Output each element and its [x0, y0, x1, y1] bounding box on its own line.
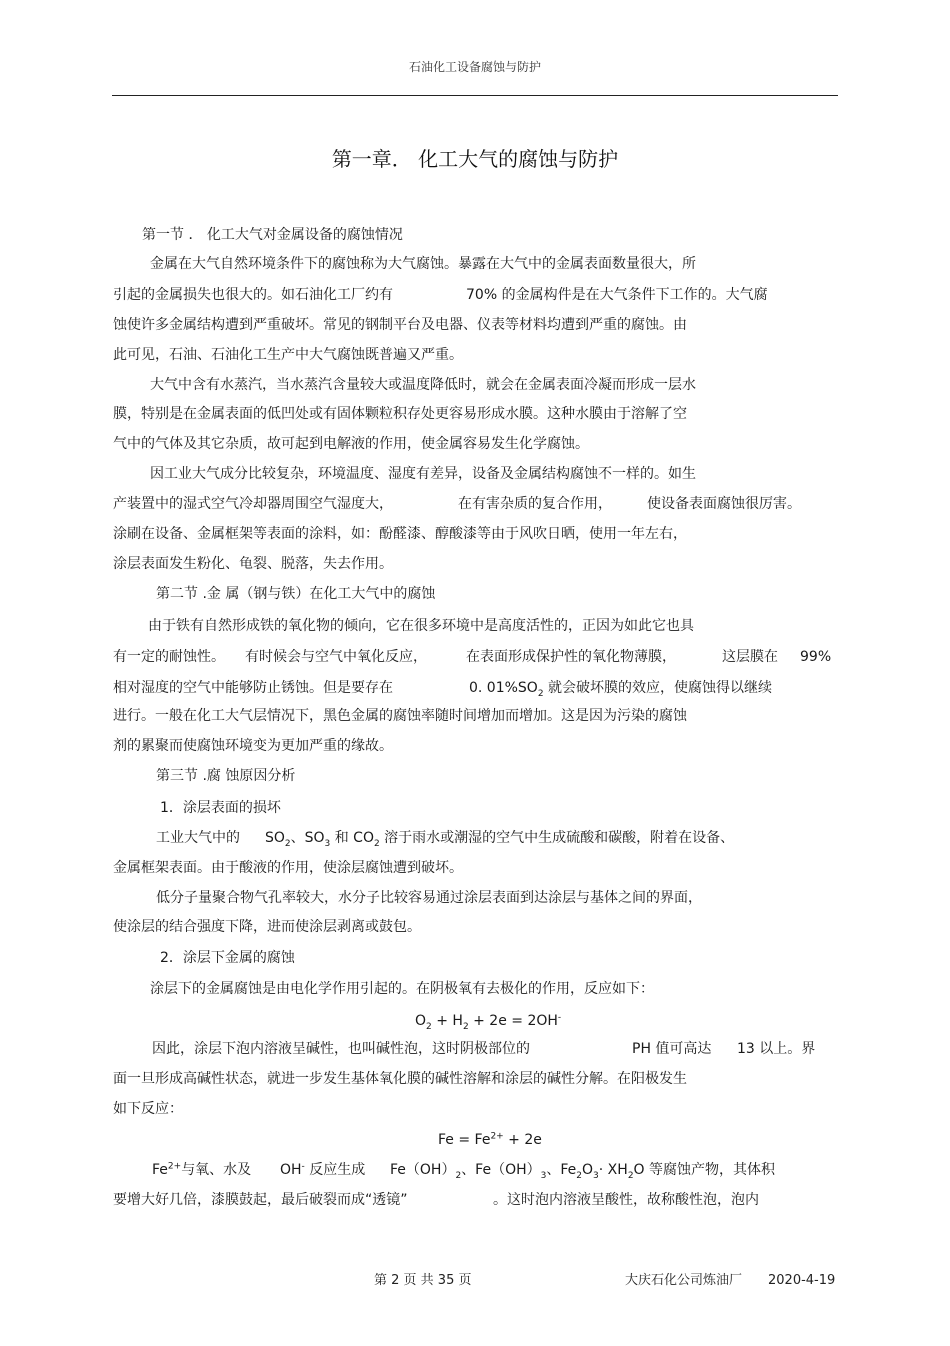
paragraph-line: 因工业大气成分比较复杂，环境温度、湿度有差异，设备及金属结构腐蚀不一样的。如生	[150, 466, 696, 482]
paragraph-line: 在表面形成保护性的氧化物薄膜，	[466, 649, 676, 665]
paragraph-line: 涂刷在设备、金属框架等表面的涂料，如：酚醛漆、醇酸漆等由于风吹日晒，使用一年左右，	[113, 526, 687, 542]
paragraph-line: 相对湿度的空气中能够防止锈蚀。但是要存在	[113, 680, 393, 696]
paragraph-line: 使设备表面腐蚀很厉害。	[647, 496, 801, 512]
paragraph-line: 蚀使许多金属结构遭到严重破坏。常见的钢制平台及电器、仪表等材料均遭到严重的腐蚀。由	[113, 317, 687, 333]
paragraph-line: 由于铁有自然形成铁的氧化物的倾向，它在很多环境中是高度活性的，正因为如此它也具	[148, 618, 694, 634]
paragraph-line: 气中的气体及其它杂质，故可起到电解液的作用，使金属容易发生化学腐蚀。	[113, 436, 589, 452]
paragraph-line: $SO_2$、$SO_3$ 和 $CO_2$ 溶于雨水或潮湿的空气中生成硫酸和碳酸，附着在设备、	[265, 830, 735, 849]
paragraph-line: 金属在大气自然环境条件下的腐蚀称为大气腐蚀。暴露在大气中的金属表面数量很大，所	[150, 256, 696, 272]
header-rule	[112, 95, 838, 96]
paragraph-line: 0. $01\%SO_2$ 就会破坏膜的效应，使腐蚀得以继续	[469, 680, 773, 699]
page-number: 第 2 页 共 35 页	[374, 1273, 472, 1288]
paragraph-line: $Fe(OH)_2$、$Fe(OH)_3$、$Fe_2O_3\cdot XH_2O$ 等腐蚀产物，其体积	[390, 1162, 776, 1181]
paragraph-line: $Fe^{2+}$与氧、水及	[152, 1161, 252, 1178]
equation-cathode: $O_2 + H_2 + 2e = 2OH^-$	[415, 1012, 562, 1032]
paragraph-line: 此可见，石油、石油化工生产中大气腐蚀既普遍又严重。	[113, 347, 463, 363]
paragraph-line: 要增大好几倍，漆膜鼓起，最后破裂而成“透镜”	[113, 1192, 408, 1208]
paragraph-line: OH- 反应生成	[280, 1161, 366, 1178]
paragraph-line: 涂层下的金属腐蚀是由电化学作用引起的。在阴极氧有去极化的作用，反应如下：	[150, 981, 654, 997]
paragraph-line: 使涂层的结合强度下降，进而使涂层剥离或鼓包。	[113, 919, 421, 935]
footer-date: 2020-4-19	[768, 1273, 836, 1288]
paragraph-line: 。这时泡内溶液呈酸性，故称酸性泡，泡内	[493, 1192, 759, 1208]
paragraph-line: 99%	[800, 649, 832, 665]
paragraph-line: 低分子量聚合物气孔率较大，水分子比较容易通过涂层表面到达涂层与基体之间的界面，	[156, 890, 702, 906]
running-header: 石油化工设备腐蚀与防护	[408, 60, 541, 74]
paragraph-line: 金属框架表面。由于酸液的作用，使涂层腐蚀遭到破坏。	[113, 860, 463, 876]
section-1-heading: 第一节 ． 化工大气对金属设备的腐蚀情况	[142, 227, 403, 243]
paragraph-line: 大气中含有水蒸汽，当水蒸汽含量较大或温度降低时，就会在金属表面冷凝而形成一层水	[150, 377, 696, 393]
paragraph-line: 70% 的金属构件是在大气条件下工作的。大气腐	[466, 287, 768, 303]
paragraph-line: 引起的金属损失也很大的。如石油化工厂约有	[113, 287, 393, 303]
paragraph-line: 剂的累聚而使腐蚀环境变为更加严重的缘故。	[113, 738, 393, 754]
paragraph-line: PH 值可高达	[632, 1041, 712, 1057]
paragraph-line: 面一旦形成高碱性状态，就进一步发生基体氧化膜的碱性溶解和涂层的碱性分解。在阳极发生	[113, 1071, 687, 1087]
paragraph-line: 涂层表面发生粉化、龟裂、脱落，失去作用。	[113, 556, 393, 572]
paragraph-line: 这层膜在	[722, 649, 778, 665]
paragraph-line: 13 以上。界	[737, 1041, 816, 1057]
paragraph-line: 有一定的耐蚀性。	[113, 649, 225, 665]
footer-company: 大庆石化公司炼油厂	[625, 1273, 743, 1288]
paragraph-line: 工业大气中的	[156, 830, 240, 846]
paragraph-line: 因此，涂层下泡内溶液呈碱性，也叫碱性泡，这时阴极部位的	[152, 1041, 530, 1057]
section-3-heading: 第三节 .腐 蚀原因分析	[156, 768, 296, 784]
paragraph-line: 有时候会与空气中氧化反应，	[245, 649, 427, 665]
paragraph-line: 进行。一般在化工大气层情况下，黑色金属的腐蚀率随时间增加而增加。这是因为污染的腐蚀	[113, 708, 687, 724]
chapter-title: 第一章． 化工大气的腐蚀与防护	[331, 147, 619, 171]
paragraph-line: 膜，特别是在金属表面的低凹处或有固体颗粒积存处更容易形成水膜。这种水膜由于溶解了空	[113, 406, 687, 422]
paragraph-line: 在有害杂质的复合作用，	[458, 496, 612, 512]
equation-anode: $Fe = Fe^{2+} + 2e$	[438, 1131, 542, 1148]
section-2-heading: 第二节 .金 属（钢与铁）在化工大气中的腐蚀	[156, 586, 436, 602]
item-2-heading: 2．涂层下金属的腐蚀	[160, 950, 295, 966]
paragraph-line: 如下反应：	[113, 1101, 183, 1117]
item-1-heading: 1．涂层表面的损坏	[160, 800, 281, 816]
paragraph-line: 产装置中的湿式空气冷却器周围空气湿度大，	[113, 496, 393, 512]
